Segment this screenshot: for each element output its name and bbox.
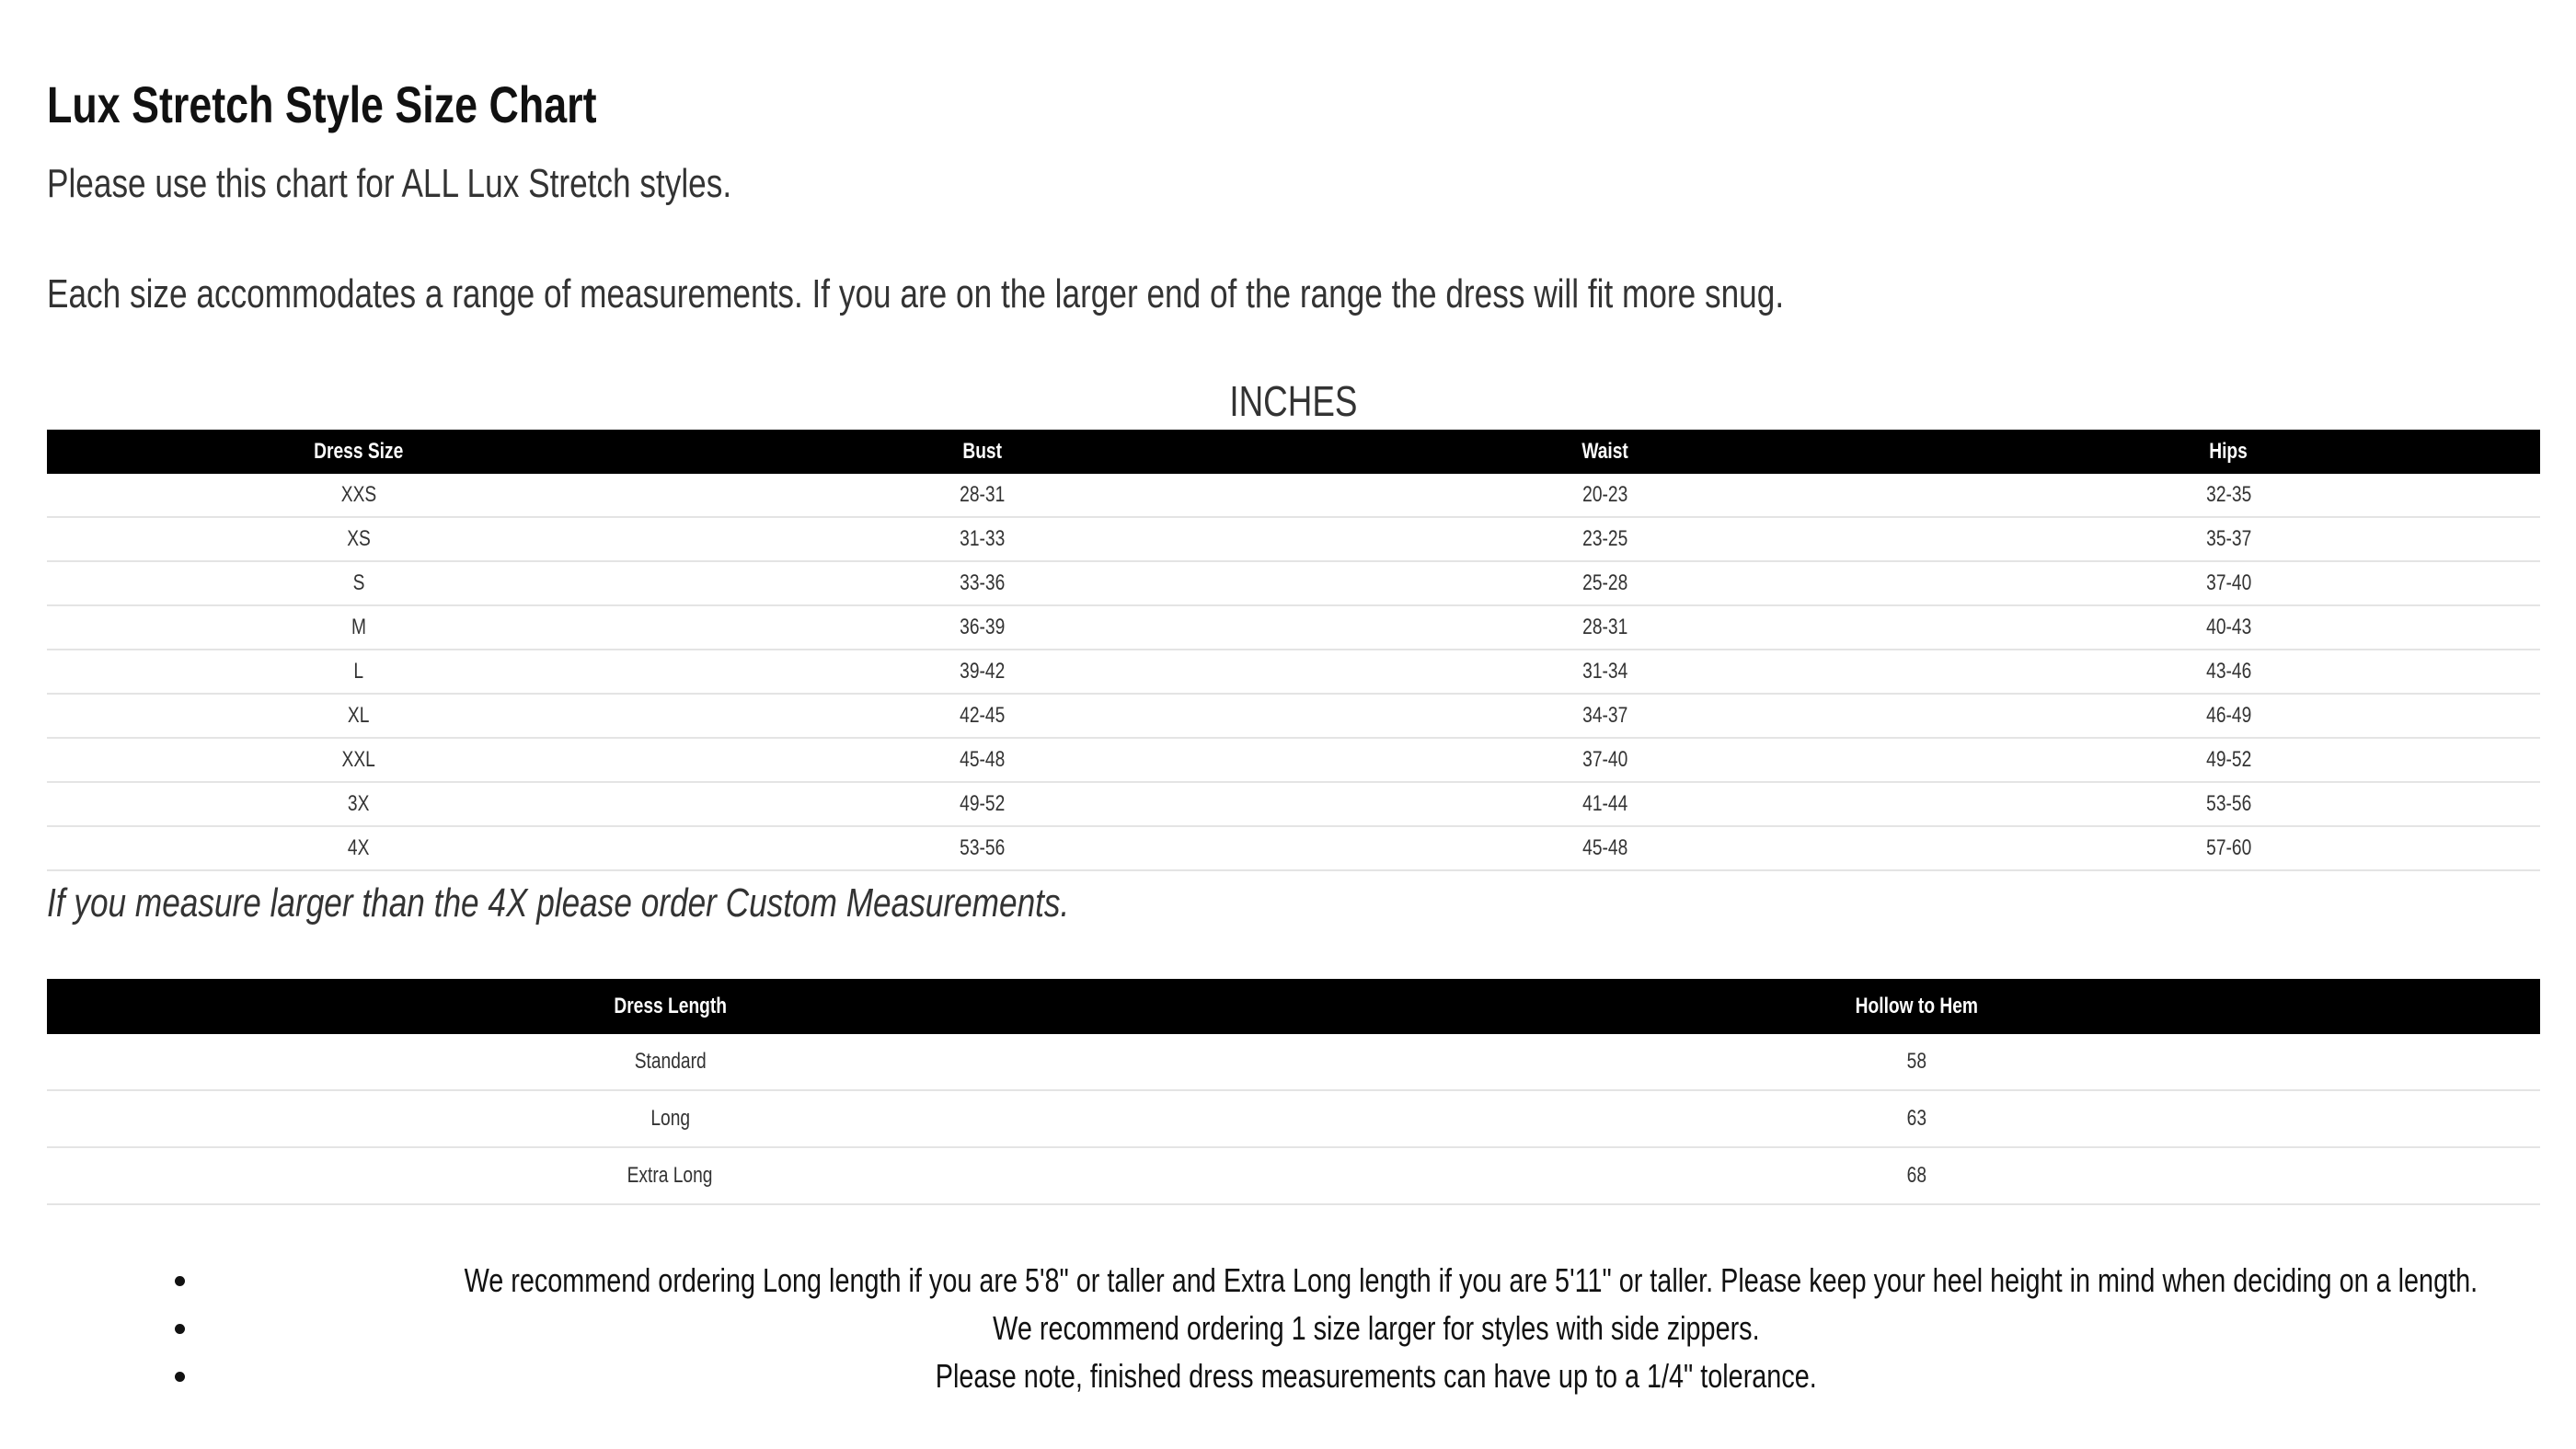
table-row <box>47 782 2540 826</box>
cell-text: 36-39 <box>959 615 1005 639</box>
length-table <box>47 979 2540 1205</box>
size-table-header-dress-size <box>47 430 671 474</box>
cell-dress-length <box>47 1034 1294 1090</box>
cell-bust <box>671 605 1294 650</box>
size-table-header-hips <box>1917 430 2541 474</box>
table-row <box>47 474 2540 517</box>
cell-bust <box>671 517 1294 561</box>
cell-dress-size <box>47 782 671 826</box>
cell-hips <box>1917 474 2541 517</box>
cell-dress-size <box>47 605 671 650</box>
cell-text: XS <box>346 526 371 551</box>
cell-text: Extra Long <box>627 1163 713 1188</box>
cell-hollow-to-hem <box>1294 1090 2540 1147</box>
cell-text: 53-56 <box>2205 791 2251 816</box>
intro-line-1 <box>47 156 903 212</box>
cell-text: 40-43 <box>2205 615 2251 639</box>
table-row <box>47 650 2540 694</box>
header-label: Bust <box>961 439 1002 464</box>
custom-measurements-note <box>47 876 1325 931</box>
cell-text: 31-33 <box>959 526 1005 551</box>
custom-measurements-note-text: If you measure larger than the 4X please order Custom Measurements. <box>47 880 1070 926</box>
cell-hips <box>1917 782 2541 826</box>
cell-text: 49-52 <box>2205 747 2251 772</box>
cell-text: XXL <box>341 747 375 772</box>
cell-text: 4X <box>347 835 370 860</box>
size-table-header-bust <box>671 430 1294 474</box>
cell-hips <box>1917 826 2541 870</box>
tip-text: We recommend ordering 1 size larger for styles with side zippers. <box>993 1309 1760 1347</box>
header-label: Dress Size <box>314 439 404 464</box>
list-item <box>47 1352 2540 1400</box>
cell-hips <box>1917 561 2541 605</box>
bullet-icon <box>175 1372 185 1382</box>
cell-text: Long <box>650 1106 690 1131</box>
intro-line-2 <box>47 267 2218 322</box>
header-label: Waist <box>1581 439 1628 464</box>
cell-text: XXS <box>340 482 376 507</box>
cell-text: 34-37 <box>1582 703 1628 728</box>
cell-text: 28-31 <box>1582 615 1628 639</box>
size-table-caption <box>47 374 2540 429</box>
cell-text: S <box>352 570 365 595</box>
tip-text: Please note, finished dress measurements can have up to a 1/4" tolerance. <box>936 1357 1817 1395</box>
cell-text: 20-23 <box>1582 482 1628 507</box>
cell-waist <box>1294 738 1917 782</box>
cell-text: 49-52 <box>959 791 1005 816</box>
header-label: Hips <box>2209 439 2248 464</box>
cell-text: XL <box>347 703 370 728</box>
cell-hips <box>1917 605 2541 650</box>
cell-bust <box>671 650 1294 694</box>
cell-text: 45-48 <box>959 747 1005 772</box>
cell-text: 31-34 <box>1582 659 1628 684</box>
cell-dress-size <box>47 474 671 517</box>
cell-bust <box>671 694 1294 738</box>
cell-text: M <box>351 615 366 639</box>
cell-dress-size <box>47 650 671 694</box>
cell-hips <box>1917 738 2541 782</box>
table-row <box>47 1034 2540 1090</box>
cell-text: 39-42 <box>959 659 1005 684</box>
cell-dress-size <box>47 694 671 738</box>
length-table-header-row <box>47 979 2540 1034</box>
cell-waist <box>1294 826 1917 870</box>
list-item <box>47 1305 2540 1352</box>
header-label: Hollow to Hem <box>1855 994 1979 1018</box>
cell-dress-size <box>47 517 671 561</box>
cell-text: 25-28 <box>1582 570 1628 595</box>
table-row <box>47 605 2540 650</box>
cell-text: 57-60 <box>2205 835 2251 860</box>
list-item <box>47 1257 2540 1305</box>
cell-text: Standard <box>634 1049 707 1074</box>
cell-text: 33-36 <box>959 570 1005 595</box>
cell-text: 58 <box>1906 1049 1927 1074</box>
cell-dress-size <box>47 738 671 782</box>
table-row <box>47 1090 2540 1147</box>
cell-bust <box>671 561 1294 605</box>
cell-bust <box>671 474 1294 517</box>
bullet-icon <box>175 1276 185 1286</box>
cell-waist <box>1294 650 1917 694</box>
cell-dress-size <box>47 826 671 870</box>
cell-text: 46-49 <box>2205 703 2251 728</box>
cell-text: 3X <box>347 791 370 816</box>
cell-text: L <box>353 659 364 684</box>
cell-bust <box>671 782 1294 826</box>
cell-dress-length <box>47 1090 1294 1147</box>
table-row <box>47 826 2540 870</box>
cell-hollow-to-hem <box>1294 1034 2540 1090</box>
cell-waist <box>1294 694 1917 738</box>
cell-dress-length <box>47 1147 1294 1204</box>
cell-text: 32-35 <box>2205 482 2251 507</box>
cell-waist <box>1294 605 1917 650</box>
cell-text: 28-31 <box>959 482 1005 507</box>
cell-bust <box>671 826 1294 870</box>
table-row <box>47 1147 2540 1204</box>
cell-text: 35-37 <box>2205 526 2251 551</box>
cell-bust <box>671 738 1294 782</box>
cell-waist <box>1294 517 1917 561</box>
cell-text: 41-44 <box>1582 791 1628 816</box>
size-table-header-waist <box>1294 430 1917 474</box>
length-table-header-dress-length <box>47 979 1294 1034</box>
cell-hips <box>1917 694 2541 738</box>
cell-hollow-to-hem <box>1294 1147 2540 1204</box>
cell-text: 45-48 <box>1582 835 1628 860</box>
intro-line-2-text: Each size accommodates a range of measurements. If you are on the larger end of the range the dress will fit more snug. <box>47 271 1785 316</box>
table-row <box>47 738 2540 782</box>
length-table-header-hollow-to-hem <box>1294 979 2540 1034</box>
size-table-caption-text: INCHES <box>1229 377 1358 425</box>
table-row <box>47 561 2540 605</box>
cell-text: 37-40 <box>1582 747 1628 772</box>
tips-list <box>47 1257 2540 1400</box>
cell-hips <box>1917 650 2541 694</box>
tip-text: We recommend ordering Long length if you are 5'8" or taller and Extra Long length if you are 5'11" or taller. Please keep your heel height in mind when deciding on a length. <box>464 1261 2478 1299</box>
cell-waist <box>1294 474 1917 517</box>
cell-text: 43-46 <box>2205 659 2251 684</box>
cell-text: 53-56 <box>959 835 1005 860</box>
cell-hips <box>1917 517 2541 561</box>
cell-text: 68 <box>1906 1163 1927 1188</box>
cell-text: 63 <box>1906 1106 1927 1131</box>
table-row <box>47 517 2540 561</box>
page-title-text: Lux Stretch Style Size Chart <box>47 75 597 133</box>
cell-text: 23-25 <box>1582 526 1628 551</box>
cell-waist <box>1294 782 1917 826</box>
bullet-icon <box>175 1324 185 1334</box>
cell-text: 42-45 <box>959 703 1005 728</box>
header-label: Dress Length <box>614 994 727 1018</box>
cell-dress-size <box>47 561 671 605</box>
cell-waist <box>1294 561 1917 605</box>
page-title <box>47 72 734 138</box>
cell-text: 37-40 <box>2205 570 2251 595</box>
intro-line-1-text: Please use this chart for ALL Lux Stretch styles. <box>47 161 732 206</box>
size-table <box>47 430 2540 871</box>
table-row <box>47 694 2540 738</box>
size-table-header-row <box>47 430 2540 474</box>
